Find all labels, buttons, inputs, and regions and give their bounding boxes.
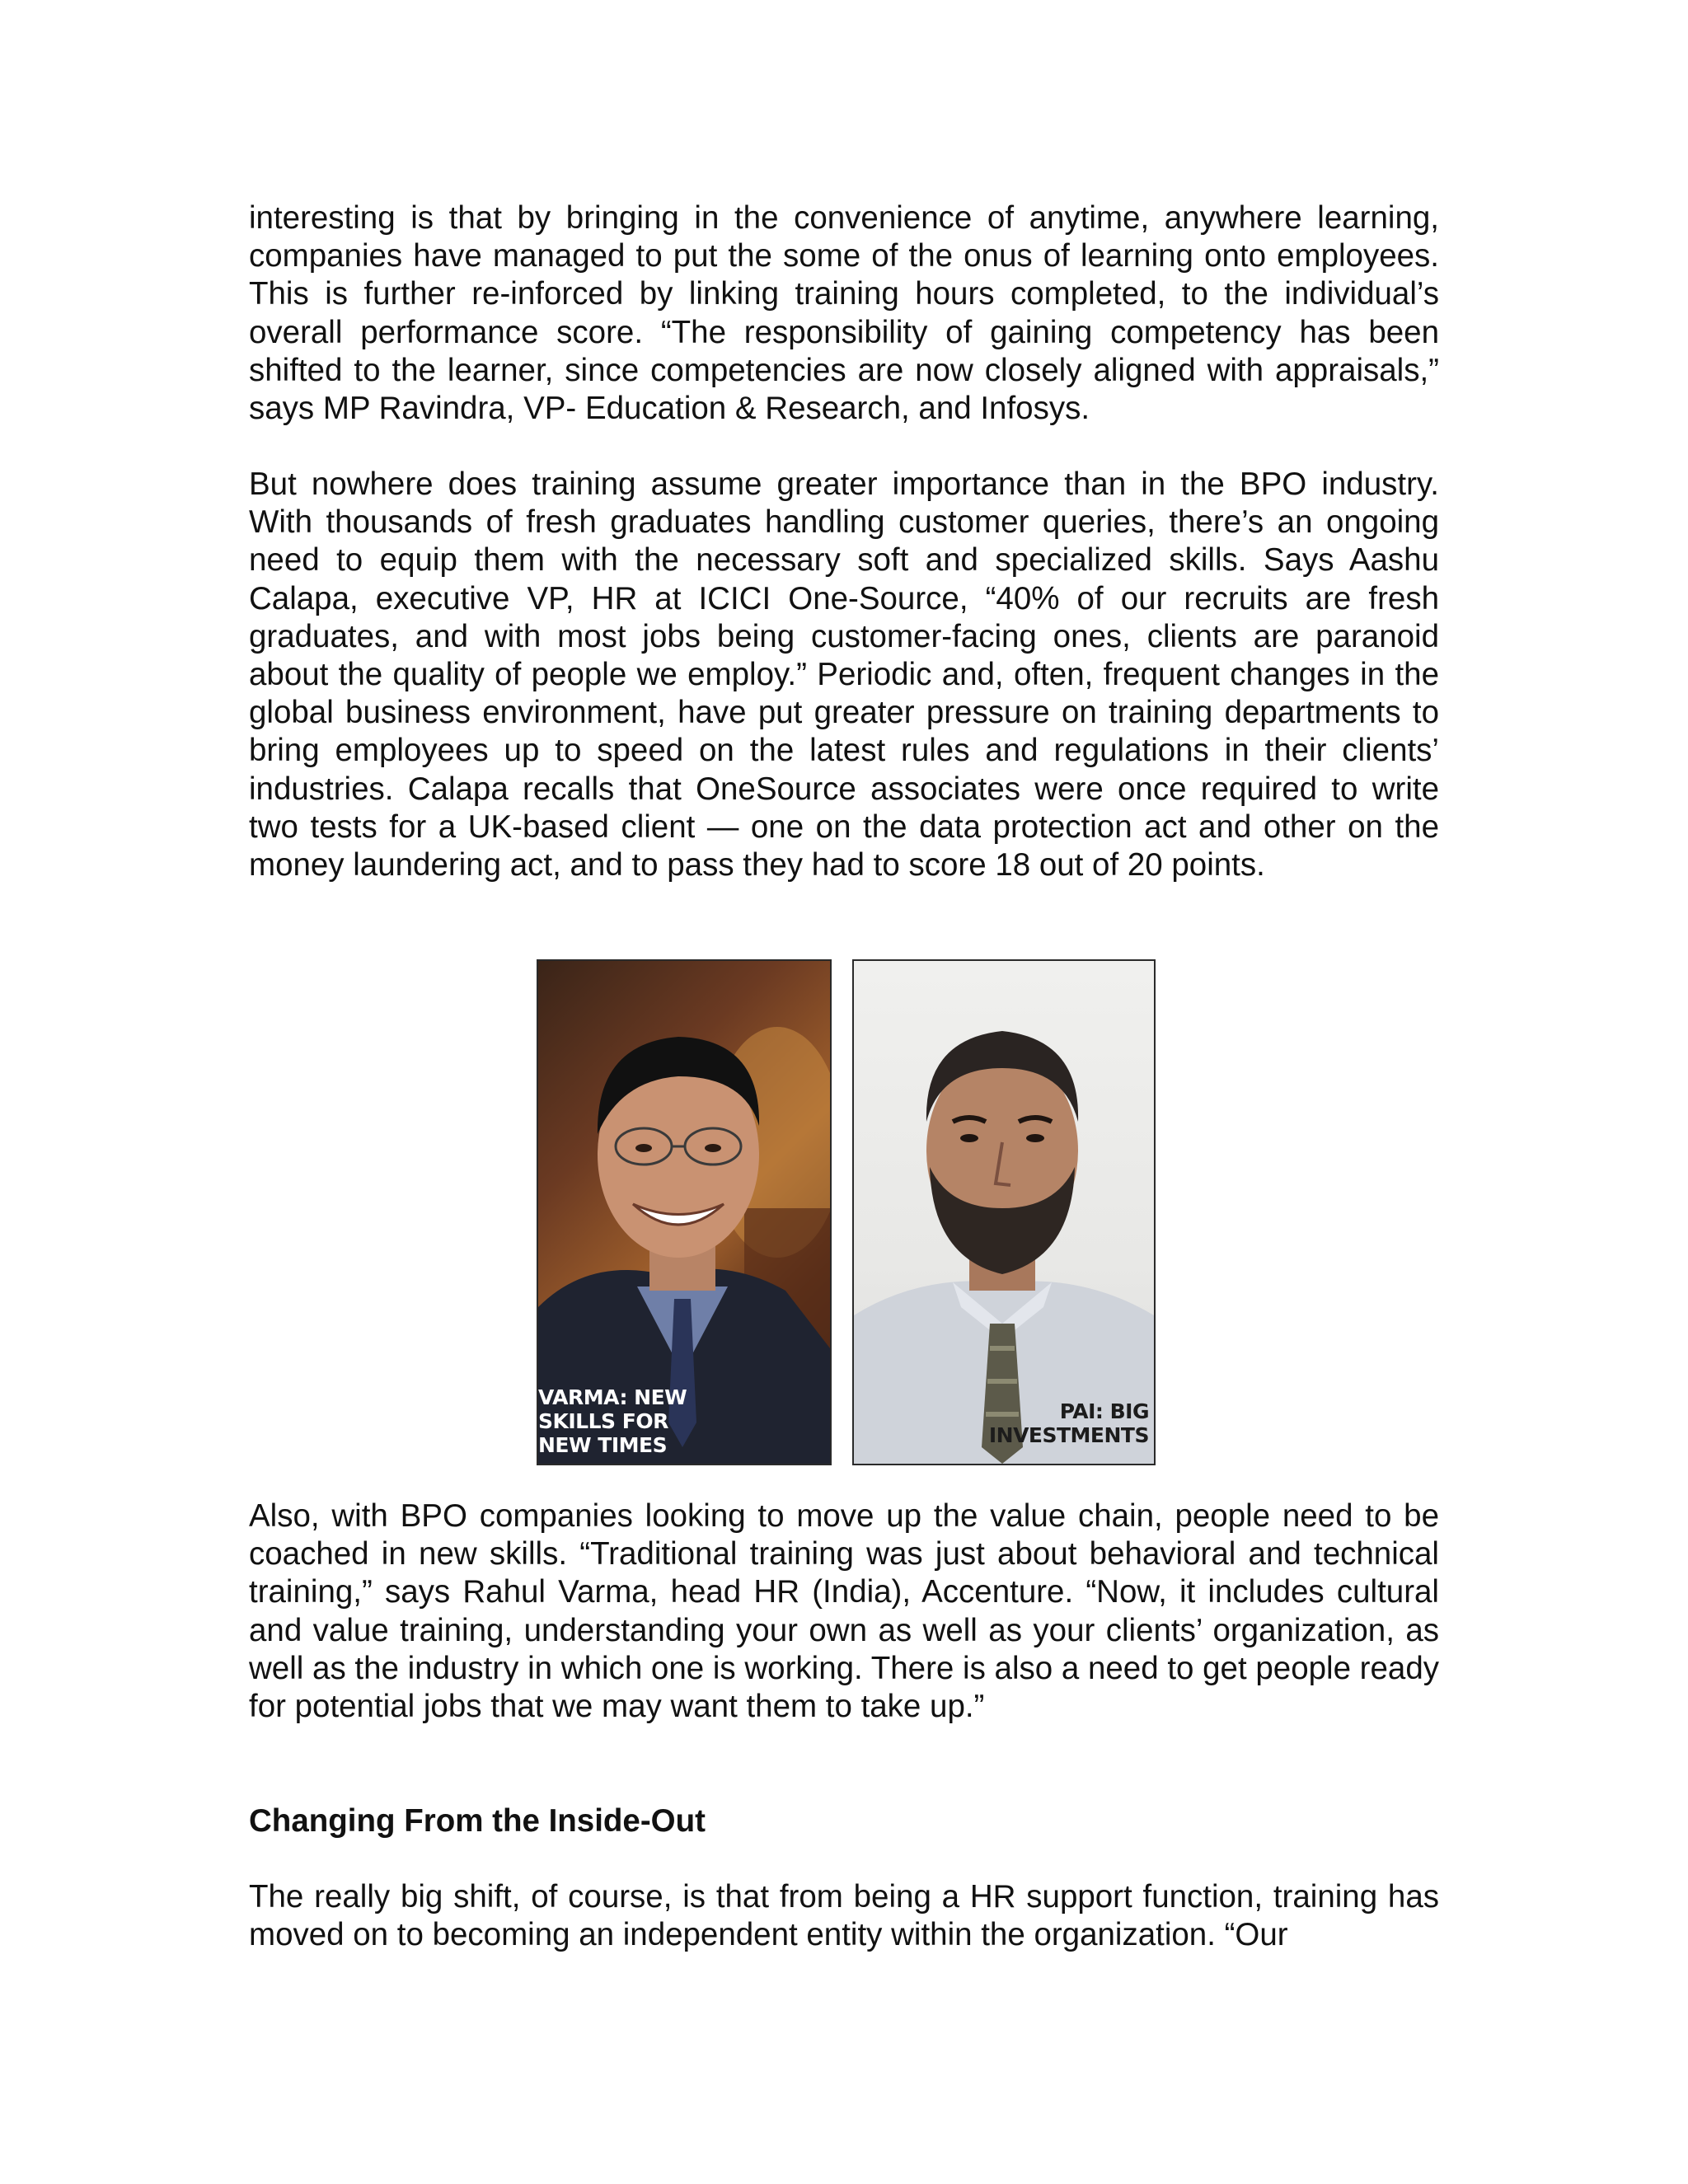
paragraph-training-onus: interesting is that by bringing in the convenience of anytime, anywhere learning, companies have managed to put the some of the onus of learning onto employees. This is further re-inforced by linking training hours completed, to the individual’s overall performance score. “The responsibility of gaining competency has been shifted to the learner, since competencies are now closely aligned with appraisals,” says MP Ravindra, VP- Education & Research, and Infosys. [249,200,1439,427]
paragraph-bpo-training: But nowhere does training assume greater importance than in the BPO industry. With thousands of fresh graduates handling customer queries, there’s an ongoing need to equip them with the necessary soft and specialized skills. Says Aashu Calapa, executive VP, HR at ICICI One-Source, “40% of our recruits are fresh graduates, and with most jobs being customer-facing ones, clients are paranoid about the quality of people we employ.” Periodic and, often, frequent changes in the global business environment, have put greater pressure on training departments to bring employees up to speed on the latest rules and regulations in their clients’ industries. Calapa recalls that OneSource associates were once required to write two tests for a UK-based client — one on the data protection act and other on the money laundering act, and to pass they had to score 18 out of 20 points. [249,466,1439,883]
section-heading: Changing From the Inside-Out [249,1803,706,1839]
paragraph-value-chain: Also, with BPO companies looking to move up the value chain, people need to be coached in new skills. “Traditional training was just about behavioral and technical training,” says Rahul Varma, head HR (India), Accenture. “Now, it includes cultural and value training, understanding your own as well as your clients’ organization, as well as the industry in which one is working. There is also a need to get people ready for potential jobs that we may want them to take up.” [249,1498,1439,1725]
portrait-pai-illustration [854,961,1154,1464]
photo-pai [852,959,1156,1465]
paragraph-big-shift: The really big shift, of course, is that from being a HR support function, training has moved on to becoming an independent entity within the organization. “Our [249,1879,1439,1953]
photo-varma [537,959,832,1465]
photo-caption-varma: VARMA: NEW SKILLS FOR NEW TIMES [538,1385,687,1457]
photo-caption-pai: PAI: BIG INVESTMENTS [988,1399,1149,1447]
